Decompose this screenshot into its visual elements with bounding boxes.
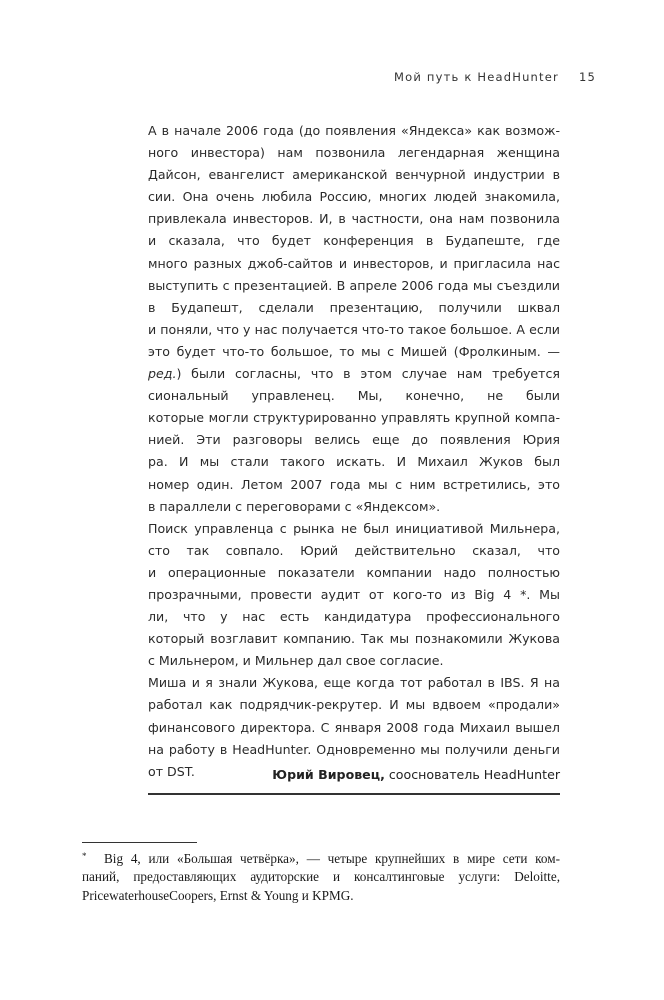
text-line: ) были согласны, что в этом случае нам требуется xyxy=(176,366,560,382)
text-line: с Мильнером, и Мильнер дал свое согласие. xyxy=(148,653,444,669)
text-line: Дайсон, евангелист американской венчурной индустрии в xyxy=(148,167,560,183)
text-line: много разных джоб-сайтов и инвесторов, и пригласила нас xyxy=(148,255,560,271)
text-line: на работу в HeadHunter. Одновременно мы получили деньги xyxy=(148,741,560,757)
text-line-with-note xyxy=(148,341,560,363)
text-line: и поняли, что у нас получается что-то такое большое. А если xyxy=(148,321,560,337)
text-line: в параллели с переговорами с «Яндексом». xyxy=(148,498,441,514)
text-line: сто так совпало. Юрий действительно сказал, что xyxy=(148,542,560,558)
text-line: Поиск управленца с рынка не был инициативой Мильнера, xyxy=(148,520,560,536)
text-line: финансового директора. С января 2008 года Михаил вышел xyxy=(148,719,560,735)
text-line: номер один. Летом 2007 года мы с ним встретились, это xyxy=(148,476,560,492)
text-line: Миша и я знали Жукова, еще когда тот работал в IBS. Я на xyxy=(148,675,560,691)
footnote-line: PricewaterhouseCoopers, Ernst & Young и KPMG. xyxy=(82,887,354,903)
text-line: ного инвестора) нам позвонила легендарная женщина xyxy=(148,145,560,161)
text-line: сиональный управленец. Мы, конечно, не были xyxy=(148,388,560,404)
footnote-rule xyxy=(82,842,197,843)
editor-note-red: ред. xyxy=(148,366,177,382)
footnote-line: Big 4, или «Большая четвёрка», — четыре крупнейших в мире сети ком- xyxy=(104,851,560,866)
text-line: ли, что у нас есть кандидатура профессионального xyxy=(148,609,560,625)
text-line: работал как подрядчик-рекрутер. И мы вдвоем «продали» xyxy=(148,697,560,713)
main-text xyxy=(148,120,560,783)
footnote-line: паний, предоставляющих аудиторские и консалтинговые услуги: Deloitte, xyxy=(82,869,560,885)
text-line: нией. Эти разговоры велись еще до появления Юрия xyxy=(148,432,560,448)
footnote xyxy=(82,850,560,905)
text-line-with-note xyxy=(148,363,560,385)
text-line: сии. Она очень любила Россию, многих людей знакомила, xyxy=(148,189,560,205)
text-line: и операционные показатели компании надо полностью xyxy=(148,564,560,580)
signature-rule xyxy=(148,793,560,795)
text-line: привлекала инвесторов. И, в частности, она нам позвонила xyxy=(148,211,560,227)
author-name: Юрий Вировец, xyxy=(272,767,385,782)
text-line: ра. И мы стали такого искать. И Михаил Жуков был xyxy=(148,454,560,470)
text-line: А в начале 2006 года (до появления «Яндекса» как возмож- xyxy=(148,123,560,138)
text-line: прозрачными, провести аудит от кого-то из Big 4 *. Мы xyxy=(148,586,560,602)
signature xyxy=(148,767,560,782)
text-line: который возглавит компанию. Так мы познакомили Жукова xyxy=(148,631,560,647)
text-line: от DST. xyxy=(148,763,195,779)
text-line: и сказала, что будет конференция в Будапеште, где xyxy=(148,233,560,249)
running-header xyxy=(394,70,596,84)
text-line: которые могли структурированно управлять крупной компа- xyxy=(148,410,560,426)
page-number: 15 xyxy=(578,70,596,84)
text-line: это будет что-то большое, то мы с Мишей (Фролкиным. — xyxy=(148,343,560,359)
author-role: сооснователь HeadHunter xyxy=(388,767,560,782)
footnote-mark: * xyxy=(82,851,87,861)
text-line: в Будапешт, сделали презентацию, получили шквал xyxy=(148,299,560,315)
text-line: выступить с презентацией. В апреле 2006 года мы съездили xyxy=(148,277,560,293)
running-title: Мой путь к HeadHunter xyxy=(394,70,559,84)
